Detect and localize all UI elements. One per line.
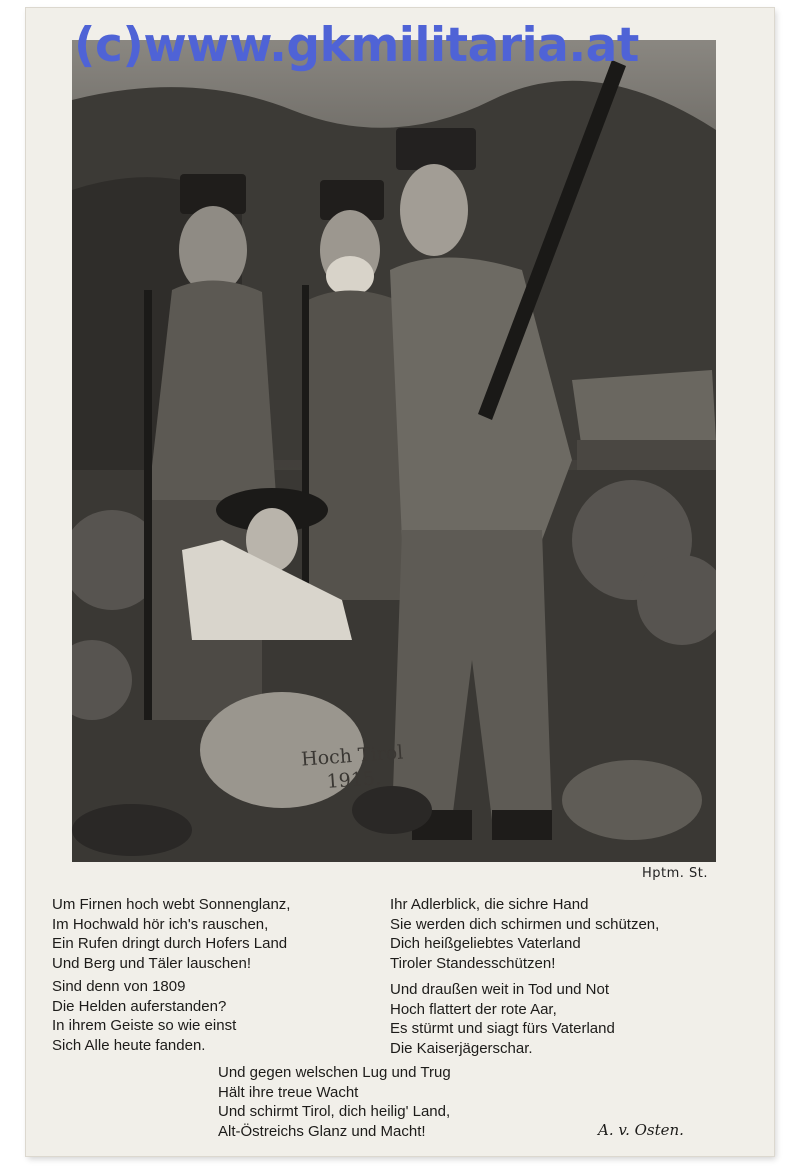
house-roof (572, 370, 716, 450)
poem-line: Hält ihre treue Wacht (218, 1083, 359, 1101)
poem-line: Und draußen weit in Tod und Not (390, 981, 610, 998)
poem-line: Im Hochwald hör ich's rauschen, (52, 915, 269, 933)
poem-stanza-2 (390, 895, 659, 973)
stone-line-2: 1915. (325, 767, 382, 793)
photo-illustration (72, 40, 716, 862)
poem-line: Ein Rufen dringt durch Hofers Land (52, 935, 288, 952)
poem-line: Alt-Östreichs Glanz und Macht! (218, 1122, 426, 1140)
poem-line: Und Berg und Täler lauschen! (52, 954, 252, 972)
poem-author: A. v. Osten. (598, 1121, 684, 1139)
photo-credit: Hptm. St. (641, 866, 708, 881)
poem-line: Die Helden auferstanden? (52, 997, 227, 1015)
poem-line: Sie werden dich schirmen und schützen, (390, 915, 660, 933)
poem-stanza-1 (52, 895, 290, 973)
poem-line: Tiroler Standesschützen! (390, 954, 556, 972)
poem-line: Sind denn von 1809 (52, 978, 186, 995)
stone-inscription (286, 740, 419, 797)
poem-line: Sich Alle heute fanden. (52, 1036, 206, 1054)
poem-stanza-3 (52, 977, 236, 1055)
poem-stanza-4 (390, 980, 615, 1058)
poem-line: Die Kaiserjägerschar. (390, 1039, 533, 1057)
poem-line: Ihr Adlerblick, die sichre Hand (390, 896, 589, 913)
poem-line: Und schirmt Tirol, dich heilig' Land, (218, 1103, 451, 1120)
watermark-text: (c)www.gkmilitaria.at (74, 18, 639, 73)
stone-line-1: Hoch Tirol (300, 741, 404, 771)
soldiers-photograph (72, 40, 716, 862)
poem-line: Und gegen welschen Lug und Trug (218, 1064, 451, 1081)
poem-stanza-5 (218, 1063, 451, 1141)
poem-line: Es stürmt und siagt fürs Vaterland (390, 1020, 615, 1037)
poem-line: Dich heißgeliebtes Vaterland (390, 935, 581, 952)
poem-line: In ihrem Geiste so wie einst (52, 1017, 237, 1034)
poem-line: Um Firnen hoch webt Sonnenglanz, (52, 896, 291, 913)
poem-line: Hoch flattert der rote Aar, (390, 1000, 557, 1018)
